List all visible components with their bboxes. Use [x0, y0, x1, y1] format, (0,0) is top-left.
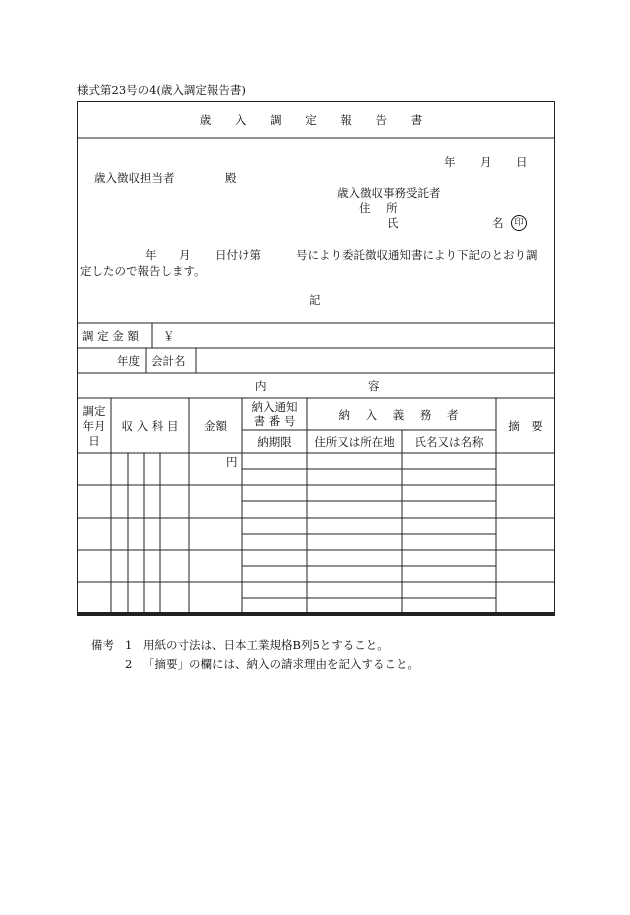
header-notice-number — [242, 400, 307, 428]
addressee: 歳入徴収担当者 — [94, 171, 175, 185]
body-year-label: 年 — [145, 248, 157, 262]
body-line1-rest: 号により委託徴収通知書により下記のとおり調 — [296, 248, 538, 262]
name-label-second: 名 — [492, 216, 504, 230]
body-line2: 定したので報告します。 — [80, 264, 206, 278]
header-amount: 金額 — [204, 419, 227, 433]
currency-symbol: ￥ — [163, 329, 175, 343]
header-assessment-date-line3: 日 — [88, 434, 100, 448]
form-label: 様式第23号の4(歳入調定報告書) — [77, 83, 246, 97]
address-label — [359, 201, 404, 215]
body-month-label: 月 — [179, 248, 191, 262]
honorific: 殿 — [225, 171, 237, 185]
header-due-date: 納期限 — [257, 435, 292, 449]
header-obligor — [307, 408, 496, 422]
contents-label-right: 容 — [368, 379, 380, 393]
header-revenue-subject: 収 入 科 目 — [121, 419, 179, 433]
header-name: 氏名又は名称 — [414, 435, 484, 449]
header-assessment-date-line2: 年月 — [82, 419, 106, 433]
contents-label-left: 内 — [255, 379, 267, 393]
name-label-first: 氏 — [387, 216, 399, 230]
header-notice-number-line2: 書 番 号 — [253, 414, 296, 428]
fiscal-year-label: 年度 — [117, 354, 140, 368]
note-1-text: 用紙の寸法は、日本工業規格B列5とすること。 — [143, 638, 389, 652]
header-assessment-date — [77, 404, 111, 449]
document-title — [77, 113, 555, 127]
date-month-label: 月 — [480, 155, 492, 169]
header-notice-number-line1: 納入通知 — [251, 400, 298, 414]
address-label-text: 住 所 — [359, 201, 404, 215]
account-name-label: 会計名 — [151, 354, 186, 368]
header-assessment-date-line1: 調定 — [82, 404, 106, 418]
document-title-text: 歳 入 調 定 報 告 書 — [199, 113, 433, 127]
amount-yen-unit: 円 — [226, 455, 238, 469]
body-date-ref: 日付け第 — [215, 248, 261, 262]
amount-label: 調 定 金 額 — [82, 329, 139, 343]
date-year-label: 年 — [444, 155, 456, 169]
notes-label: 備考 — [91, 638, 114, 652]
note-1-number: 1 — [125, 638, 133, 652]
note-2-number: 2 — [125, 657, 133, 671]
date-day-label: 日 — [516, 155, 528, 169]
header-address: 住所又は所在地 — [314, 435, 395, 449]
note-2-text: 「摘要」の欄には、納入の請求理由を記入すること。 — [143, 657, 419, 671]
header-remarks: 摘 要 — [508, 419, 543, 433]
ki-label: 記 — [309, 293, 321, 307]
header-obligor-text: 納 入 義 務 者 — [338, 408, 465, 422]
seal-mark: 印 — [511, 215, 527, 231]
sender-title: 歳入徴収事務受託者 — [337, 186, 441, 200]
